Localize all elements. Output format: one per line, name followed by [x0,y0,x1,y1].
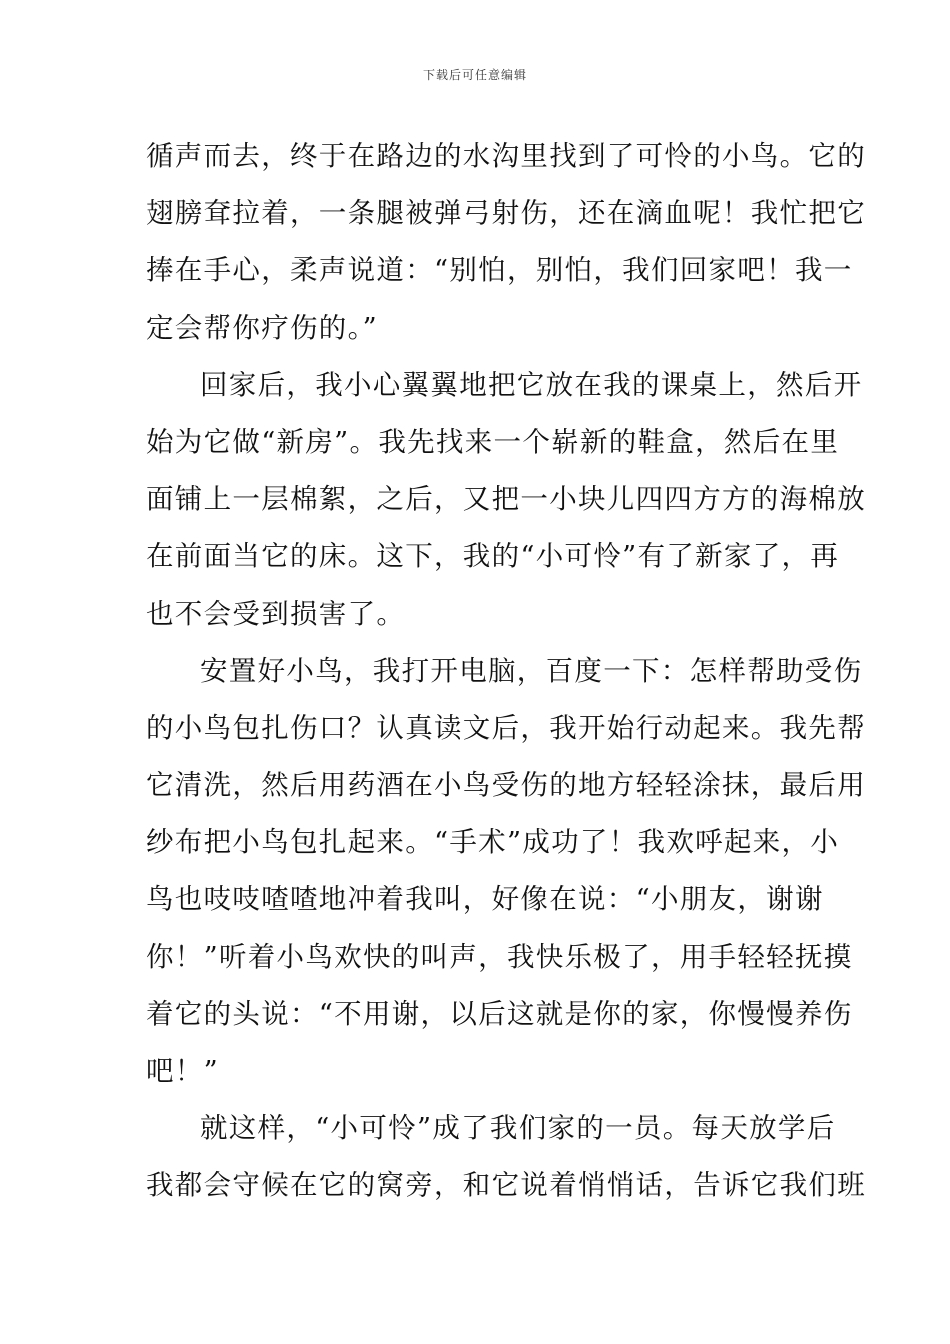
text-line: 吧！” [146,1055,219,1087]
text-line: 也不会受到损害了。 [146,597,406,630]
text-line: 始为它做“新房”。我先找来一个崭新的鞋盒，然后在里 [146,425,840,458]
text-line: 着它的头说：“不用谢，以后这就是你的家，你慢慢养伤 [146,997,853,1030]
text-line: 鸟也吱吱喳喳地冲着我叫，好像在说：“小朋友，谢谢 [146,883,824,916]
text-line: 纱布把小鸟包扎起来。“手术”成功了！我欢呼起来，小 [146,826,840,859]
text-line: 循声而去，终于在路边的水沟里找到了可怜的小鸟。它的 [146,140,866,172]
text-line: 的小鸟包扎伤口？认真读文后，我开始行动起来。我先帮 [146,711,866,744]
paragraph-first-line: 就这样，“小可怜”成了我们家的一员。每天放学后 [200,1112,836,1145]
text-line: 在前面当它的床。这下，我的“小可怜”有了新家了，再 [146,540,840,573]
text-line: 捧在手心，柔声说道：“别怕，别怕，我们回家吧！我一 [146,254,853,287]
text-line: 翅膀耷拉着，一条腿被弹弓射伤，还在滴血呢！我忙把它 [146,197,866,230]
paragraph-first-line: 安置好小鸟，我打开电脑，百度一下：怎样帮助受伤 [200,654,863,687]
text-line: 定会帮你疗伤的。” [146,311,379,344]
text-line: 它清洗，然后用药酒在小鸟受伤的地方轻轻涂抹，最后用 [146,769,866,802]
text-line: 我都会守候在它的窝旁，和它说着悄悄话，告诉它我们班 [146,1169,866,1202]
text-line: 面铺上一层棉絮，之后，又把一小块儿四四方方的海棉放 [146,483,866,516]
text-line: 你！”听着小鸟欢快的叫声，我快乐极了，用手轻轻抚摸 [146,940,853,973]
document-body [146,128,866,1215]
page-header-note: 下载后可任意编辑 [422,68,527,82]
paragraph-first-line: 回家后，我小心翼翼地把它放在我的课桌上，然后开 [200,368,863,401]
